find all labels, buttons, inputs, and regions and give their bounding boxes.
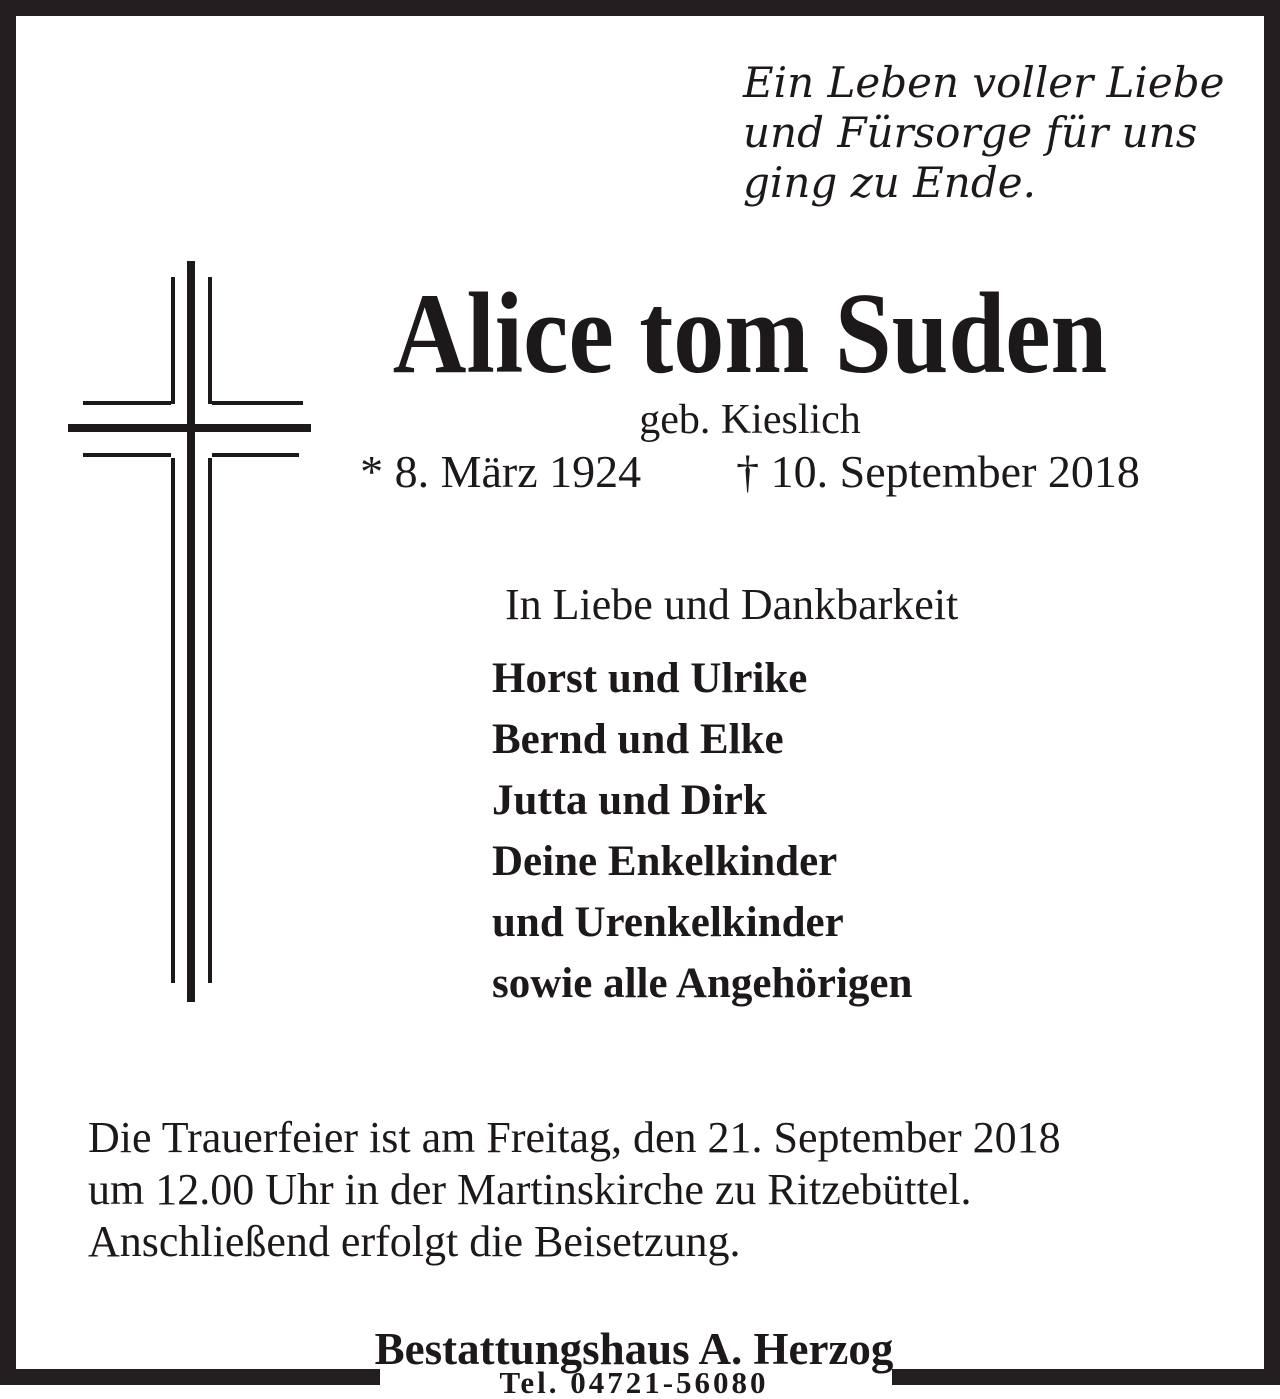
frame-border-left xyxy=(0,0,16,1385)
cross-stroke xyxy=(171,458,175,983)
cross-stroke xyxy=(208,458,212,983)
death-date: † 10. September 2018 xyxy=(736,446,1140,497)
mourner-line: und Urenkelkinder xyxy=(492,899,844,946)
epigraph-line: Ein Leben voller Liebe xyxy=(743,58,1225,107)
cross-stroke xyxy=(187,261,195,1002)
mourners-list xyxy=(492,648,912,1014)
mourner-line: Deine Enkelkinder xyxy=(492,838,838,885)
deceased-name-wrap xyxy=(250,270,1250,398)
funeral-home-name: Bestattungshaus A. Herzog xyxy=(374,1324,894,1374)
cross-stroke xyxy=(83,453,171,457)
funeral-info-line: um 12.00 Uhr in der Martinskirche zu Ritzebüttel. xyxy=(88,1165,972,1214)
mourner-line: sowie alle Angehörigen xyxy=(492,960,913,1007)
birth-date: * 8. März 1924 xyxy=(360,446,642,497)
funeral-info xyxy=(88,1112,1061,1268)
deceased-name: Alice tom Suden xyxy=(392,270,1108,398)
life-dates xyxy=(250,444,1250,499)
funeral-info-line: Die Trauerfeier ist am Freitag, den 21. September 2018 xyxy=(88,1113,1061,1162)
frame-border-right xyxy=(1264,0,1280,1385)
epigraph-line: und Fürsorge für uns xyxy=(743,108,1198,157)
cross-stroke xyxy=(83,401,171,405)
mourner-line: Bernd und Elke xyxy=(492,716,784,763)
cross-stroke xyxy=(208,277,212,404)
funeral-home-phone: Tel. 04721-56080 xyxy=(499,1365,769,1399)
tribute-intro: In Liebe und Dankbarkeit xyxy=(505,580,959,629)
mourner-line: Horst und Ulrike xyxy=(492,655,808,702)
mourner-line: Jutta und Dirk xyxy=(492,777,767,824)
epigraph-line: ging zu Ende. xyxy=(743,158,1036,207)
funeral-info-line: Anschließend erfolgt die Beisetzung. xyxy=(88,1217,741,1266)
frame-border-top xyxy=(0,0,1280,16)
maiden-name: geb. Kieslich xyxy=(639,397,861,443)
epigraph xyxy=(743,58,1224,208)
cross-stroke xyxy=(171,277,175,404)
